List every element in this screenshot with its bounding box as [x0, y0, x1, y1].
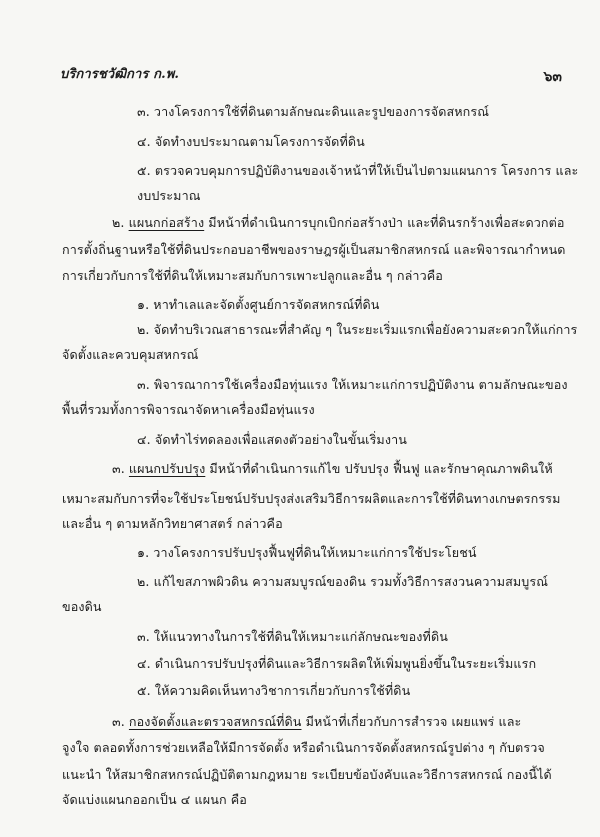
- text-line: [62, 792, 247, 808]
- line-text: ๑. หาทำเลและจัดตั้งศูนย์การจัดสหกรณ์ที่ดิน: [137, 297, 380, 312]
- text-line: [137, 163, 578, 179]
- line-text: ๓.: [112, 714, 129, 729]
- line-text: พื้นที่รวมทั้งการพิจารณาจัดหาเครื่องมือทุ่นแรง: [62, 402, 315, 417]
- header-title: บริการชวัฒิการ ก.พ.: [60, 67, 180, 82]
- text-line: [62, 402, 315, 418]
- line-text: ๒. แก้ไขสภาพผิวดิน ความสมบูรณ์ของดิน รวมทั้งวิธีการสงวนความสมบูรณ์: [137, 574, 549, 589]
- line-text: ๕. ให้ความคิดเห็นทางวิชาการเกี่ยวกับการใช้ที่ดิน: [137, 683, 411, 698]
- line-text: มีหน้าที่ดำเนินการบุกเบิกก่อสร้างป่า และที่ดินรกร้างเพื่อสะดวกต่อ: [204, 215, 565, 230]
- line-text: มีหน้าที่ดำเนินการแก้ไข ปรับปรุง ฟื้นฟู และรักษาคุณภาพดินให้: [205, 461, 553, 476]
- line-text: ๒. จัดทำบริเวณสาธารณะที่สำคัญ ๆ ในระยะเริ่มแรกเพื่อยังความสะดวกให้แก่การ: [137, 322, 578, 337]
- line-text: งบประมาณ: [137, 188, 201, 203]
- line-text: จัดแบ่งแผนกออกเป็น ๔ แผนก คือ: [62, 792, 247, 807]
- line-text: เหมาะสมกับการที่จะใช้ประโยชน์ปรับปรุงส่งเสริมวิธีการผลิตและการใช้ที่ดินทางเกษตรกรรม: [62, 491, 561, 506]
- line-text: ๑. วางโครงการปรับปรุงฟื้นฟูที่ดินให้เหมาะแก่การใช้ประโยชน์: [137, 545, 477, 560]
- text-line: [137, 322, 577, 338]
- line-text: ๒.: [112, 215, 129, 230]
- line-text: ๓.: [112, 461, 129, 476]
- text-line: [137, 629, 448, 645]
- line-text: ๓. ให้แนวทางในการใช้ที่ดินให้เหมาะแก่ลักษณะของที่ดิน: [137, 629, 448, 644]
- line-text: ๓. พิจารณาการใช้เครื่องมือทุ่นแรง ให้เหมาะแก่การปฏิบัติงาน ตามลักษณะของ: [137, 377, 568, 392]
- line-text: และอื่น ๆ ตามหลักวิทยาศาสตร์ กล่าวคือ: [62, 516, 283, 531]
- line-text: ๔. จัดทำงบประมาณตามโครงการจัดที่ดิน: [137, 134, 365, 149]
- section-heading: กองจัดตั้งและตรวจสหกรณ์ที่ดิน: [128, 714, 302, 729]
- line-text: ๓. วางโครงการใช้ที่ดินตามลักษณะดินและรูปของการจัดสหกรณ์: [137, 104, 490, 119]
- section-heading: แผนกก่อสร้าง: [128, 215, 205, 230]
- section-heading: แผนกปรับปรุง: [128, 461, 206, 476]
- page-number: ๖๓: [543, 69, 562, 85]
- line-text: การเกี่ยวกับการใช้ที่ดินให้เหมาะสมกับการเพาะปลูกและอื่น ๆ กล่าวคือ: [62, 268, 443, 283]
- text-line: [112, 714, 521, 730]
- line-text: แนะนำ ให้สมาชิกสหกรณ์ปฏิบัติตามกฎหมาย ระเบียบข้อบังคับและวิธีการสหกรณ์ กองนี้ได้: [62, 767, 552, 782]
- line-text: การตั้งถิ่นฐานหรือใช้ที่ดินประกอบอาชีพของราษฎรผู้เป็นสมาชิกสหกรณ์ และพิจารณากำหนด: [62, 242, 566, 257]
- text-line: [137, 297, 380, 313]
- text-line: [112, 215, 565, 231]
- text-line: [137, 683, 410, 699]
- line-text: ของดิน: [62, 599, 102, 614]
- text-line: [137, 432, 407, 448]
- text-line: [62, 599, 102, 615]
- text-line: [62, 767, 552, 783]
- text-line: [62, 491, 561, 507]
- text-line: [62, 516, 283, 532]
- line-text: จูงใจ ตลอดทั้งการช่วยเหลือให้มีการจัดตั้ง หรือดำเนินการจัดตั้งสหกรณ์รูปต่าง ๆ กับตรวจ: [62, 740, 545, 755]
- text-line: [137, 104, 489, 120]
- line-text: จัดตั้งและควบคุมสหกรณ์: [62, 347, 199, 362]
- text-line: [112, 461, 553, 477]
- text-line: [62, 740, 545, 756]
- line-text: ๔. จัดทำไร่ทดลองเพื่อแสดงตัวอย่างในขั้นเริ่มงาน: [137, 432, 407, 447]
- line-text: ๕. ตรวจควบคุมการปฏิบัติงานของเจ้าหน้าที่ให้เป็นไปตามแผนการ โครงการ และ: [137, 163, 579, 178]
- text-line: [137, 574, 548, 590]
- text-line: [137, 134, 365, 150]
- text-line: [62, 347, 198, 363]
- line-text: มีหน้าที่เกี่ยวกับการสำรวจ เผยแพร่ และ: [301, 714, 522, 729]
- line-text: ๔. ดำเนินการปรับปรุงที่ดินและวิธีการผลิตให้เพิ่มพูนยิ่งขึ้นในระยะเริ่มแรก: [137, 656, 537, 671]
- text-line: [137, 545, 477, 561]
- text-line: [62, 242, 566, 258]
- text-line: [137, 377, 568, 393]
- text-line: [137, 656, 536, 672]
- text-line: [137, 188, 201, 204]
- text-line: [62, 268, 443, 284]
